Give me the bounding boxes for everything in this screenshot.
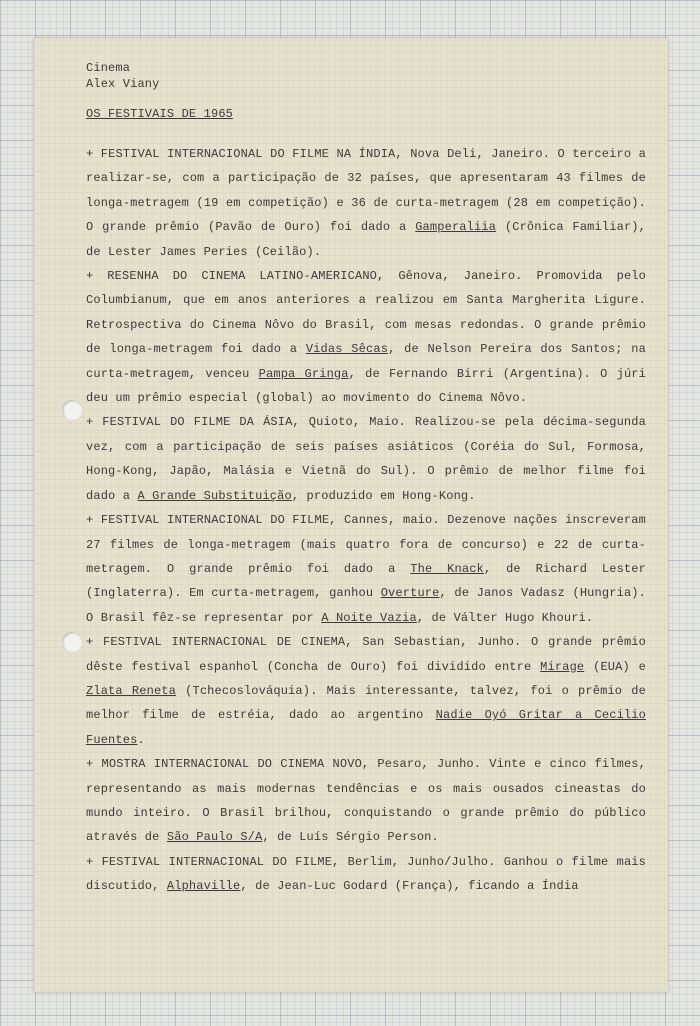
festival-entry (86, 142, 646, 264)
festival-entry (86, 264, 646, 410)
festival-entry (86, 630, 646, 752)
festival-entry (86, 850, 646, 899)
film-title: Pampa Gringa (258, 366, 349, 381)
film-title: Mirage (540, 659, 585, 674)
film-title: A Grande Substituição (137, 488, 292, 503)
entry-text: , de Fernando Birri (Argentina). O júri deu um prêmio especial (global) ao movimento do Cinema Nôvo. (86, 366, 647, 406)
festival-entry (86, 508, 646, 630)
festival-entry (86, 410, 646, 508)
entry-text: + RESENHA DO CINEMA LATINO-AMERICANO, Gênova, Janeiro. Promovida pelo Columbianum, que em anos anteriores a realizou em Santa Margherita Ligure. Retrospectiva do Cinema Nôvo do Brasil, com mesas redondas. O grande prêmio de longa-metragem foi dado a (86, 269, 646, 357)
punch-hole (62, 632, 82, 652)
entry-text: (Crônica Familiar), de Lester James Peries (Ceilão). (86, 220, 646, 259)
entry-text: , de Richard Lester (Inglaterra). Em curta-metragem, ganhou (86, 561, 646, 601)
entry-text: + FESTIVAL INTERNACIONAL DO FILME NA ÍNDIA, Nova Deli, Janeiro. O terceiro a realizar-se, com a participação de 32 países, que apresentaram 43 filmes de longa-metragem (19 em competição) e 36 de curta-metragem (28 em competição). O grande prêmio (Pavão de Ouro) foi dado a (86, 147, 646, 235)
section-label: Cinema (86, 61, 131, 75)
entry-text: , de Luís Sérgio Person. (262, 830, 439, 845)
entry-text: (EUA) e (584, 659, 646, 674)
film-title: São Paulo S/A (166, 830, 263, 845)
entry-text: , produzido em Hong-Kong. (291, 488, 476, 503)
film-title: Zlata Reneta (86, 683, 176, 698)
film-title: A Noite Vazia (321, 610, 417, 625)
entry-text: , de Válter Hugo Khouri. (416, 610, 594, 625)
festival-list (86, 142, 646, 899)
film-title: The Knack (410, 561, 484, 576)
entry-text: , de Jean-Luc Godard (França), ficando a Índia (240, 879, 579, 894)
entry-text: + FESTIVAL INTERNACIONAL DE CINEMA, San Sebastian, Junho. O grande prêmio dêste festival espanhol (Concha de Ouro) foi dividido entre (86, 635, 646, 674)
entry-text: , de Janos Vadasz (Hungria). O Brasil fêz-se representar por (86, 586, 646, 625)
film-title: Vidas Sêcas (305, 342, 389, 357)
typed-page (34, 38, 668, 992)
film-title: Gamperaliia (415, 220, 497, 235)
author-name: Alex Viany (86, 77, 160, 91)
page-title: OS FESTIVAIS DE 1965 (86, 107, 234, 121)
entry-text: . (137, 732, 145, 747)
entry-text: + MOSTRA INTERNACIONAL DO CINEMA NOVO, Pesaro, Junho. Vinte e cinco filmes, representando as mais modernas tendências e os mais ousados cineastas do mundo inteiro. O Brasil brilhou, conquistando o grande prêmio do público através de (86, 757, 646, 845)
typed-text-block (86, 60, 646, 899)
festival-entry (86, 752, 646, 850)
entry-text: + FESTIVAL INTERNACIONAL DO FILME, Berlim, Junho/Julho. Ganhou o filme mais discutido, (86, 854, 646, 894)
entry-text: + FESTIVAL INTERNACIONAL DO FILME, Cannes, maio. Dezenove nações inscreveram 27 filmes de longa-metragem (mais quatro fora de concurso) e 22 de curta-metragem. O grande prêmio foi dado a (86, 513, 646, 576)
film-title: Nadie Oyó Gritar a Cecilio Fuentes (86, 708, 646, 747)
punch-hole (62, 400, 82, 420)
film-title: Alphaville (166, 879, 241, 894)
entry-text: (Tchecoslováquia). Mais interessante, talvez, foi o prêmio de melhor filme de estréia, dado ao argentino (86, 683, 646, 723)
film-title: Overture (380, 586, 440, 601)
entry-text: + FESTIVAL DO FILME DA ÁSIA, Quioto, Maio. Realizou-se pela décima-segunda vez, com a participação de seis países asiáticos (Coréia do Sul, Formosa, Hong-Kong, Japão, Malásia e Vietnã do Sul). O prêmio de melhor filme foi dado a (86, 415, 646, 503)
entry-text: , de Nelson Pereira dos Santos; na curta-metragem, venceu (86, 342, 646, 381)
